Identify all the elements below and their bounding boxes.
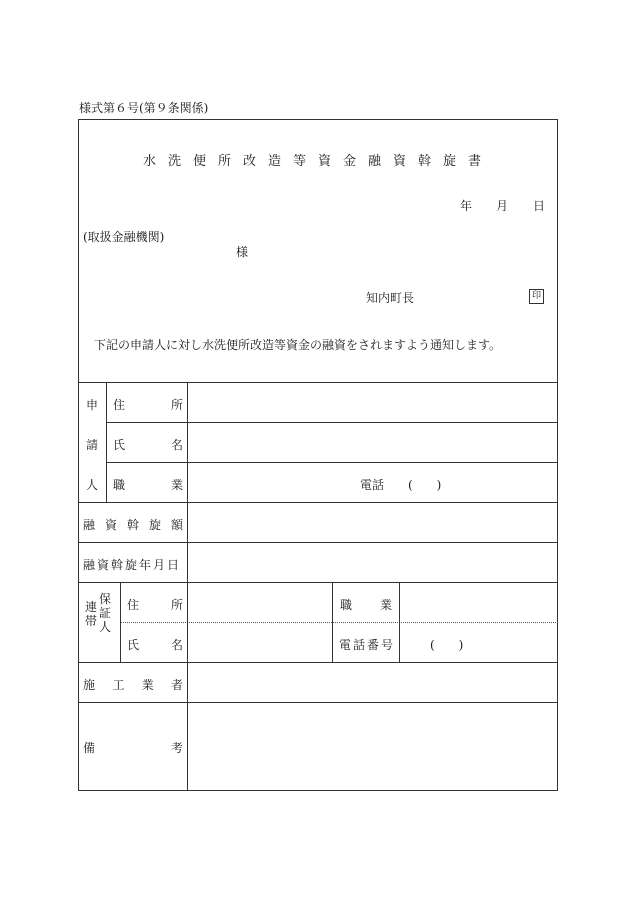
applicant-phone-parens: ( ): [408, 478, 442, 492]
form-number: 様式第６号(第９条関係): [79, 101, 209, 115]
contractor-label: 施 工 業 者: [83, 678, 183, 692]
applicant-occupation-field[interactable]: [188, 463, 348, 502]
guarantor-name-field[interactable]: [188, 623, 332, 662]
loan-date-field[interactable]: [188, 543, 556, 582]
guarantor-address-field[interactable]: [188, 583, 332, 622]
applicant-name-field[interactable]: [188, 423, 556, 462]
guarantor-name-label: 氏 名: [127, 638, 183, 652]
applicant-group-char-2: 請: [85, 438, 98, 452]
remarks-label: 備 考: [83, 741, 183, 755]
notice-text: 下記の申請人に対し水洗便所改造等資金の融資をされますよう通知します。: [94, 338, 502, 352]
form-title: 水洗便所改造等資金融資斡旋書: [142, 154, 493, 169]
issuer-name: 知内町長: [366, 291, 415, 305]
loan-date-label: 融資斡旋年月日: [83, 558, 182, 572]
applicant-address-field[interactable]: [188, 383, 556, 422]
guarantor-group-label-left: 連帯: [84, 600, 97, 628]
recipient-honorific: 様: [236, 245, 249, 259]
guarantor-occupation-label: 職 業: [340, 598, 392, 612]
rule-guarantor-divider: [120, 622, 558, 623]
date-day-label: 日: [533, 199, 546, 213]
loan-amount-field[interactable]: [188, 503, 556, 542]
guarantor-phone-label: 電 話 番 号: [339, 638, 393, 652]
guarantor-group-label-right: 保証人: [98, 592, 111, 634]
applicant-group-char-3: 人: [85, 478, 98, 492]
guarantor-address-label: 住 所: [127, 598, 183, 612]
guarantor-phone-parens: ( ): [430, 638, 464, 652]
applicant-address-label: 住 所: [113, 398, 183, 412]
recipient-label: (取扱金融機関): [83, 230, 165, 244]
rule-guarantor-group: [120, 582, 121, 662]
seal-stamp: 印: [529, 289, 544, 304]
contractor-field[interactable]: [188, 663, 556, 702]
remarks-field[interactable]: [188, 703, 556, 789]
applicant-phone-label: 電話: [360, 478, 385, 492]
date-year-label: 年: [460, 199, 473, 213]
guarantor-occupation-field[interactable]: [400, 583, 556, 622]
rule-applicant-group: [106, 382, 107, 502]
applicant-name-label: 氏 名: [113, 438, 183, 452]
applicant-group-char-1: 申: [85, 398, 98, 412]
applicant-occupation-label: 職 業: [113, 478, 183, 492]
date-month-label: 月: [496, 199, 509, 213]
loan-amount-label: 融 資 斡 旋 額: [83, 518, 183, 532]
rule-guarantor-mid-1: [332, 582, 333, 662]
